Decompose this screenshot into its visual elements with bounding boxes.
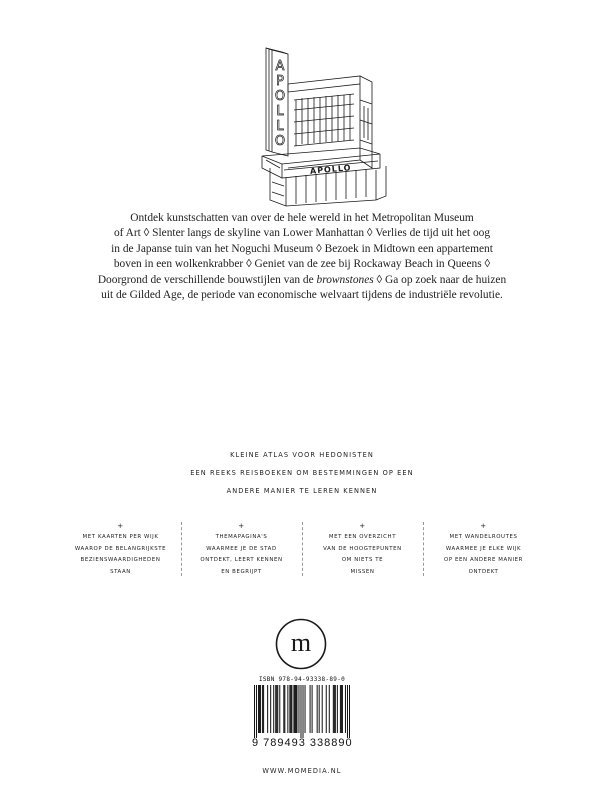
- marquee-text: APOLLO: [309, 163, 352, 176]
- barcode-bar: [335, 685, 336, 733]
- blurb-italic-term: brownstones: [316, 273, 374, 286]
- feature-line: VAN DE HOOGTEPUNTEN: [323, 545, 402, 552]
- feature-line: EN BEGRIJPT: [221, 568, 262, 575]
- plus-icon: +: [480, 522, 487, 530]
- barcode-bar: [303, 685, 304, 738]
- barcode-bar: [276, 685, 277, 733]
- barcode-bar: [263, 685, 264, 733]
- feature-item: [181, 520, 302, 584]
- logo-letter: m: [290, 628, 312, 657]
- barcode-bar: [291, 685, 292, 733]
- blurb-text: ◊ Ga op zoek naar de huizen: [373, 273, 507, 286]
- barcode-bar: [290, 685, 291, 733]
- blurb-text: Doorgrond de verschillende bouwstijlen van de: [97, 273, 317, 286]
- barcode-bar: [260, 685, 261, 733]
- barcode-bar: [300, 685, 301, 738]
- plus-icon: +: [238, 522, 245, 530]
- barcode-bar: [296, 685, 297, 733]
- series-tagline: EEN REEKS REISBOEKEN OM BESTEMMINGEN OP EEN: [190, 469, 414, 477]
- barcode-bar: [334, 685, 335, 733]
- barcode-bar: [254, 685, 255, 738]
- barcode-bar: [294, 685, 295, 733]
- series-title: KLEINE ATLAS VOOR HEDONISTEN: [230, 451, 374, 459]
- feature-line: ONTDEKT, LEERT KENNEN: [200, 557, 283, 563]
- blurb-line: Ontdek kunstschatten van over de hele wereld in het Metropolitan Museum: [130, 212, 474, 224]
- barcode-bar: [333, 685, 334, 733]
- back-cover-blurb: [96, 211, 508, 303]
- barcode-bar: [317, 685, 318, 733]
- feature-line: STAAN: [110, 568, 131, 575]
- feature-line: BEZIENSWAARDIGHEDEN: [80, 557, 161, 563]
- barcode-bar: [312, 685, 313, 733]
- feature-list: [60, 520, 544, 584]
- publisher-website: WWW.MOMEDIA.NL: [262, 767, 342, 775]
- feature-item: [302, 520, 423, 584]
- isbn-barcode: [252, 676, 352, 754]
- momedia-logo-icon: [275, 618, 327, 670]
- feature-line: THEMAPAGINA'S: [215, 534, 268, 540]
- barcode-bar: [329, 685, 330, 733]
- sign-letter: O: [274, 134, 286, 149]
- sign-letter: L: [276, 119, 284, 134]
- feature-line: WAAROP DE BELANGRIJKSTE: [74, 545, 167, 552]
- barcode-bar: [326, 685, 327, 733]
- barcode-bar: [283, 685, 284, 733]
- isbn-label: ISBN 978-94-93338-89-0: [258, 676, 346, 683]
- barcode-bar: [279, 685, 280, 733]
- barcode-bar: [347, 685, 348, 738]
- sign-letter: P: [276, 74, 284, 89]
- feature-line: OM NIETS TE: [341, 557, 384, 563]
- barcode-bar: [298, 685, 299, 733]
- feature-line: MET WANDELROUTES: [449, 534, 518, 540]
- plus-icon: +: [359, 522, 366, 530]
- barcode-bar: [262, 685, 263, 733]
- sign-letter: A: [275, 59, 285, 74]
- barcode-bar: [322, 685, 323, 733]
- apollo-theater-illustration: [210, 40, 400, 210]
- blurb-line: in de Japanse tuin van het Noguchi Museum ◊ Bezoek in Midtown een appartement: [111, 242, 493, 255]
- building-facade: [288, 76, 372, 168]
- barcode-bar: [270, 685, 271, 733]
- barcode-bar: [258, 685, 259, 733]
- barcode-bar: [295, 685, 296, 733]
- barcode-bar: [256, 685, 257, 738]
- barcode-bar: [341, 685, 342, 733]
- barcode-bar: [289, 685, 290, 733]
- feature-line: WAARMEE JE DE STAD: [206, 545, 277, 552]
- barcode-bar: [273, 685, 274, 733]
- barcode-bar: [342, 685, 343, 733]
- barcode-bar: [284, 685, 285, 733]
- barcode-bar: [267, 685, 268, 733]
- blurb-line: uit de Gilded Age, de periode van economische welvaart tijdens de industriële revolutie.: [101, 289, 503, 302]
- feature-line: OP EEN ANDERE MANIER: [443, 557, 524, 563]
- barcode-bar: [305, 685, 306, 733]
- barcode-bar: [319, 685, 320, 733]
- feature-line: MISSEN: [350, 568, 375, 575]
- barcode-bar: [287, 685, 288, 733]
- barcode-bar: [293, 685, 294, 733]
- blurb-line: of Art ◊ Slenter langs de skyline van Lower Manhattan ◊ Verlies de tijd uit het oog: [113, 227, 491, 240]
- barcode-bar: [337, 685, 338, 733]
- series-block: [0, 446, 604, 500]
- feature-line: MET EEN OVERZICHT: [328, 534, 397, 540]
- barcode-bar: [345, 685, 346, 733]
- barcode-bar: [340, 685, 341, 733]
- blurb-line: boven in een wolkenkrabber ◊ Geniet van de zee bij Rockaway Beach in Queens ◊: [113, 258, 491, 271]
- sign-letter: O: [274, 89, 286, 104]
- feature-line: MET KAARTEN PER WIJK: [82, 534, 159, 540]
- blurb-line: [98, 274, 506, 286]
- feature-item: [423, 520, 544, 584]
- feature-line: WAARMEE JE ELKE WIJK: [445, 545, 522, 552]
- barcode-bar: [275, 685, 276, 733]
- barcode-bar: [310, 685, 311, 733]
- plus-icon: +: [117, 522, 124, 530]
- sign-letter: L: [276, 104, 284, 119]
- feature-item: [60, 520, 181, 584]
- barcode-bar: [259, 685, 260, 733]
- barcode-bars: [254, 685, 350, 738]
- series-tagline: ANDERE MANIER TE LEREN KENNEN: [226, 487, 378, 495]
- feature-line: ONTDEKT: [468, 568, 499, 575]
- barcode-bar: [349, 685, 350, 738]
- isbn-digits: 9 789493 338890: [252, 737, 353, 749]
- barcode-bar: [277, 685, 278, 733]
